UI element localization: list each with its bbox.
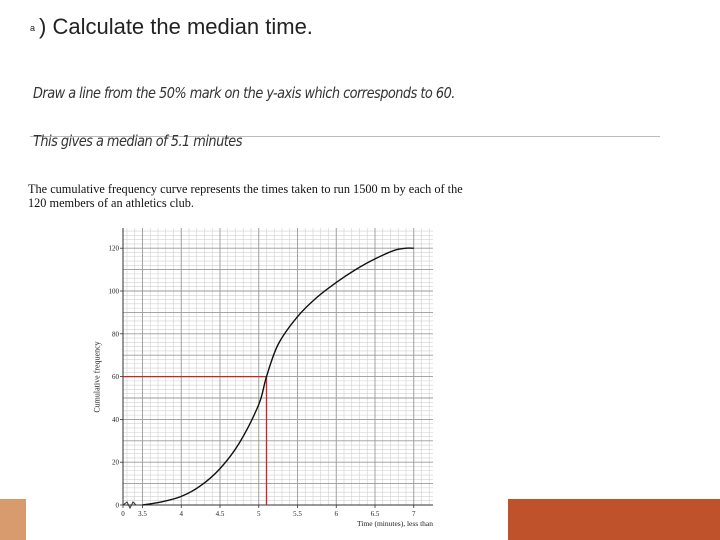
x-tick-label: 7 — [412, 510, 416, 518]
y-tick-label: 60 — [112, 373, 119, 382]
x-tick-label: 5.5 — [293, 510, 302, 518]
y-tick-label: 0 — [115, 501, 119, 510]
x-tick-label: 6 — [334, 510, 338, 518]
x-tick-label: 5 — [257, 510, 261, 518]
list-marker: a — [30, 23, 36, 34]
y-tick-label: 40 — [112, 415, 119, 424]
y-axis-title: Cumulative frequency — [92, 341, 102, 413]
x-tick-label: 0 — [121, 510, 125, 518]
title-text: ) Calculate the median time. — [39, 14, 313, 39]
y-tick-label: 100 — [108, 287, 119, 296]
x-tick-label: 4.5 — [215, 510, 225, 518]
x-axis-title: Time (minutes), less than — [357, 519, 433, 528]
y-tick-label: 20 — [112, 458, 119, 467]
x-tick-label: 4 — [179, 510, 183, 518]
caption-line-1: The cumulative frequency curve represents the times taken to run 1500 m by each of the — [28, 182, 463, 196]
x-tick-label: 3.5 — [138, 510, 147, 518]
caption-line-2: 120 members of an athletics club. — [28, 196, 194, 210]
y-tick-label: 80 — [112, 330, 119, 339]
instruction-note: Draw a line from the 50% mark on the y-axis which corresponds to 60. — [33, 84, 455, 102]
y-tick-label: 120 — [108, 244, 119, 253]
answer-note: This gives a median of 5.1 minutes — [33, 132, 242, 150]
x-tick-label: 6.5 — [370, 510, 380, 518]
